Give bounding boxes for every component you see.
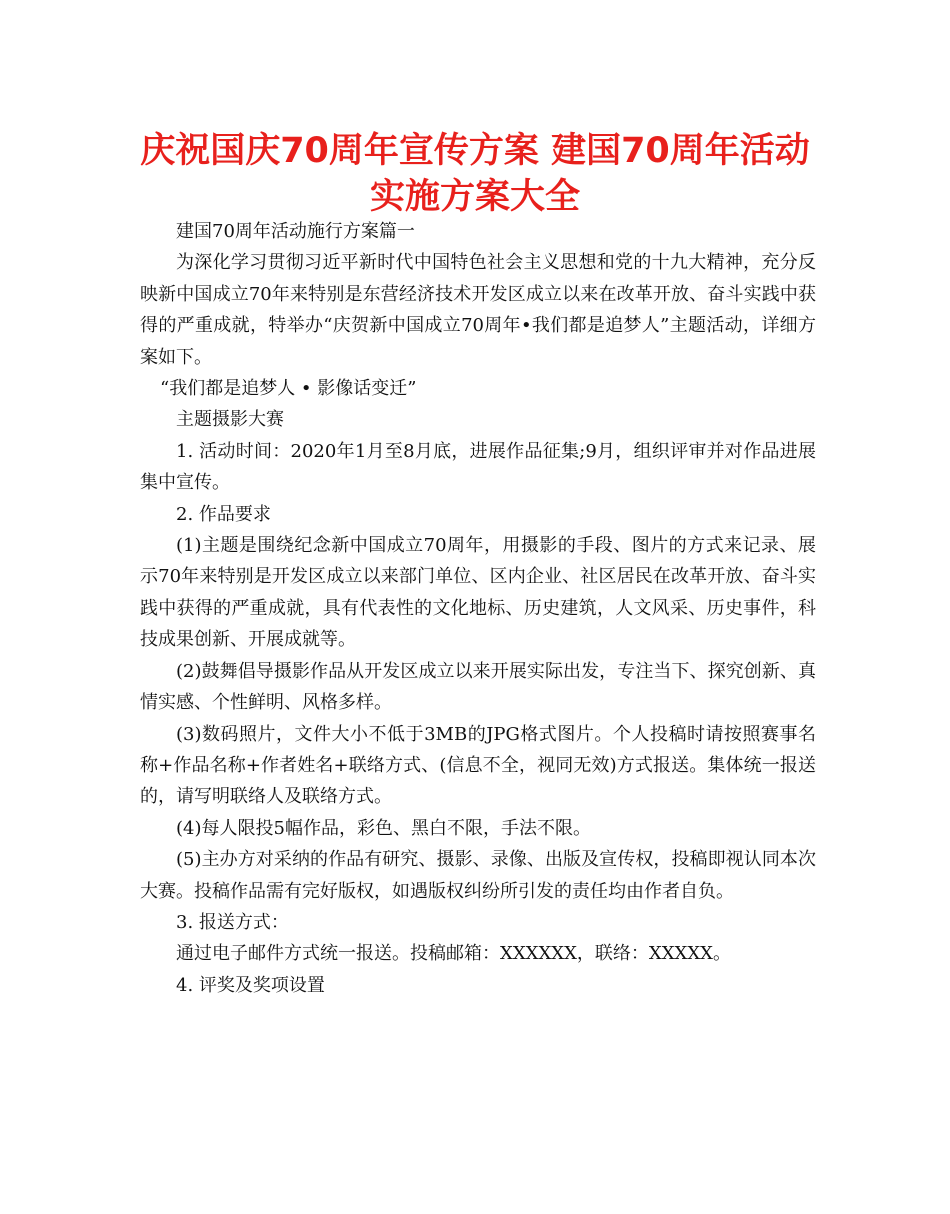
requirement-3: (3)数码照片，文件大小不低于3MB的JPG格式图片。个人投稿时请按照赛事名称+作品名称+作者姓名+联络方式、(信息不全，视同无效)方式报送。集体统一报送的，请写明联络人及联络方式。 [140, 723, 816, 808]
submission-details: 通过电子邮件方式统一报送。投稿邮箱：XXXXXX，联络：XXXXX。 [176, 943, 731, 965]
contest-slogan: “我们都是追梦人 • 影像话变迁” [160, 378, 417, 400]
item-activity-time: 1. 活动时间：2020年1月至8月底，进展作品征集;9月，组织评审并对作品进展集中宣传。 [140, 440, 816, 494]
section-heading: 建国70周年活动施行方案篇一 [176, 221, 415, 242]
requirement-2: (2)鼓舞倡导摄影作品从开发区成立以来开展实际出发，专注当下、探究创新、真情实感、个性鲜明、风格多样。 [140, 660, 816, 714]
item-submission-method: 3. 报送方式： [176, 911, 289, 933]
document-body [140, 216, 816, 1001]
document-title: 庆祝国庆70周年宣传方案 建国70周年活动实施方案大全 [140, 131, 810, 217]
requirement-1: (1)主题是围绕纪念新中国成立70周年，用摄影的手段、图片的方式来记录、展示70年来特别是开发区成立以来部门单位、区内企业、社区居民在改革开放、奋斗实践中获得的严重成就，具有代表性的文化地标、历史建筑，人文风采、历史事件，科技成果创新、开展成就等。 [140, 535, 816, 651]
requirement-5: (5)主办方对采纳的作品有研究、摄影、录像、出版及宣传权，投稿即视认同本次大赛。投稿作品需有完好版权，如遇版权纠纷所引发的责任均由作者自负。 [140, 849, 816, 902]
intro-paragraph: 为深化学习贯彻习近平新时代中国特色社会主义思想和党的十九大精神，充分反映新中国成立70年来特别是东营经济技术开发区成立以来在改革开放、奋斗实践中获得的严重成就，特举办“庆贺新中国成立70周年•我们都是追梦人”主题活动，详细方案如下。 [140, 252, 816, 368]
contest-name: 主题摄影大赛 [176, 409, 284, 431]
item-work-requirements: 2. 作品要求 [176, 503, 271, 525]
requirement-4: (4)每人限投5幅作品，彩色、黑白不限，手法不限。 [176, 817, 591, 839]
item-awards: 4. 评奖及奖项设置 [176, 974, 325, 996]
